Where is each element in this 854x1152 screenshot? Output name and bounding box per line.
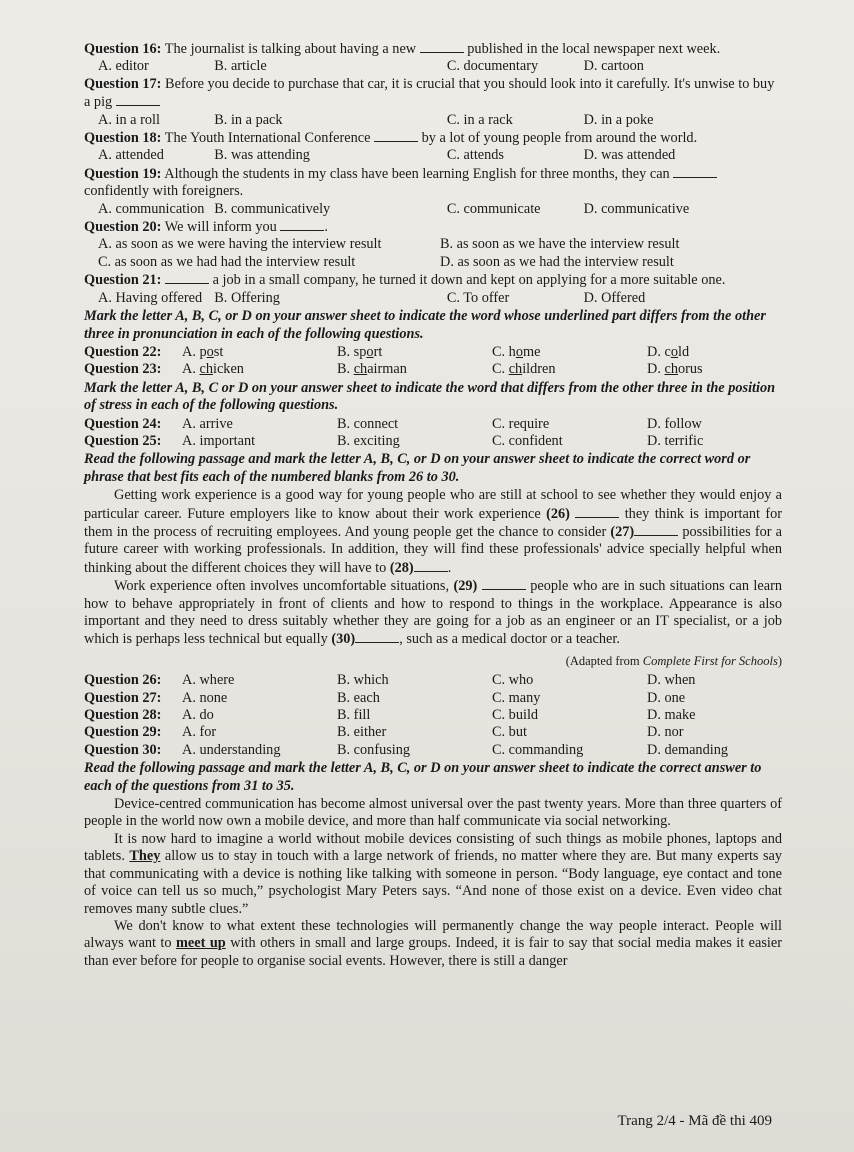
question-30 xyxy=(84,742,782,759)
option-a: A. editor xyxy=(98,58,149,75)
option-b: B. either xyxy=(337,724,387,741)
question-label: Question 20: xyxy=(84,219,162,236)
option-d: D. demanding xyxy=(647,741,728,758)
instruction-pronunciation: Mark the letter A, B, C, or D on your answer sheet to indicate the word whose underlined part differs from the other three in pronunciation in each of the following questions. xyxy=(84,308,766,342)
answer-blank xyxy=(355,630,399,643)
question-label: Question 21: xyxy=(84,272,162,289)
option-b: B. which xyxy=(337,672,389,689)
question-label: Question 18: xyxy=(84,130,162,147)
option-c xyxy=(492,344,647,361)
passage-text: possibilities for a future career with working professionals. In addition, they will find these professionals' advice specially helpful when thinking about the different choices they will have to xyxy=(84,523,782,576)
question-label: Question 22: xyxy=(84,343,162,360)
passage-text: . xyxy=(447,559,452,576)
option-c: C. documentary xyxy=(446,58,539,75)
question-23 xyxy=(84,361,782,378)
option-b: B. each xyxy=(337,689,380,706)
answer-blank xyxy=(414,559,448,572)
passage-text: with others in small and large groups. Indeed, it is fair to say that social media makes it easier than ever before for people to organise social events. However, there is still a danger xyxy=(84,935,782,969)
question-label: Question 30: xyxy=(84,741,162,758)
option-d: D. terrific xyxy=(647,432,704,449)
option-text: C. xyxy=(492,361,509,378)
answer-blank xyxy=(575,505,619,518)
option-b xyxy=(337,361,492,378)
option-b: B. in a pack xyxy=(214,111,283,128)
option-c: C. but xyxy=(492,724,527,741)
option-text: B. sp xyxy=(337,343,367,360)
question-stem: We will inform you xyxy=(164,219,277,236)
question-26 xyxy=(84,672,782,689)
instruction-stress: Mark the letter A, B, C or D on your answer sheet to indicate the word that differs from the other three in the position of stress in each of the following questions. xyxy=(84,379,776,414)
option-text: C. h xyxy=(492,343,516,360)
source-text: (Adapted from xyxy=(565,653,643,668)
option-d xyxy=(647,361,767,378)
passage-text: Work experience often involves uncomfortable situations, xyxy=(114,578,450,595)
passage-text: allow us to stay in touch with a large network of friends, no matter where they are. But many experts say that communicating with a device is nothing like talking with someone in person. “Body language, eye contact and tone of voice can tell us so much,” psychologist Mary Peters says. “And none of those exist on a device. Even video chat removes many subtle clues.” xyxy=(84,848,783,917)
option-b: B. fill xyxy=(337,707,371,724)
blank-number: (27) xyxy=(610,523,635,540)
underlined-part: o xyxy=(670,343,678,360)
option-b: B. Offering xyxy=(214,289,280,306)
option-d: D. when xyxy=(647,672,696,689)
option-d: D. follow xyxy=(647,415,702,432)
passage-text: It is now hard to imagine a world without mobile devices consisting of such things as mobile phones, laptops and tablets. xyxy=(84,830,782,865)
option-a xyxy=(182,361,337,378)
options-row xyxy=(84,201,782,218)
passage-2-paragraph-2 xyxy=(84,831,782,918)
options-row xyxy=(84,236,782,271)
option-text: me xyxy=(523,343,541,360)
question-28 xyxy=(84,707,782,724)
option-d: D. was attended xyxy=(583,147,676,164)
passage-2-paragraph-3 xyxy=(84,918,782,970)
option-a: A. where xyxy=(182,672,235,689)
answer-blank xyxy=(673,165,717,178)
option-c: C. communicate xyxy=(446,200,541,217)
question-stem: published in the local newspaper next week. xyxy=(467,41,721,57)
options-row xyxy=(84,147,782,164)
option-text: ld xyxy=(677,343,690,360)
option-c: C. many xyxy=(492,689,541,706)
passage-text: We don't know to what extent these technologies will permanently change the way people interact. People will always want to xyxy=(84,917,782,952)
underlined-word: They xyxy=(129,848,161,865)
option-text: B. xyxy=(337,361,354,378)
underlined-part: ch xyxy=(199,361,213,378)
question-stem: Although the students in my class have been learning English for three months, they can xyxy=(164,165,670,182)
question-16 xyxy=(84,40,782,76)
option-c: C. build xyxy=(492,707,539,724)
question-25 xyxy=(84,433,782,450)
option-c: C. To offer xyxy=(446,289,510,306)
option-b: B. exciting xyxy=(337,432,400,449)
option-text: ildren xyxy=(522,361,556,378)
question-label: Question 19: xyxy=(84,165,162,182)
option-a: A. in a roll xyxy=(98,111,160,128)
question-label: Question 29: xyxy=(84,724,162,741)
underlined-word: meet up xyxy=(176,935,226,952)
instruction-passage-1: Read the following passage and mark the letter A, B, C, or D on your answer sheet to indicate the correct word or phrase that best fits each of the numbered blanks from 26 to 30. xyxy=(84,451,751,485)
option-a: A. attended xyxy=(98,147,164,164)
option-text: D. c xyxy=(647,343,671,360)
answer-blank xyxy=(482,577,526,590)
question-label: Question 17: xyxy=(84,75,162,92)
underlined-part: ch xyxy=(508,361,523,378)
option-a: A. as soon as we were having the interview result xyxy=(98,236,382,253)
option-text: icken xyxy=(212,361,244,378)
question-label: Question 28: xyxy=(84,707,162,724)
question-stem: Before you decide to purchase that car, it is crucial that you should look into it carefully. It's unwise to buy a pig xyxy=(84,75,775,111)
passage-1-paragraph-1 xyxy=(84,487,782,577)
question-21 xyxy=(84,271,782,307)
question-label: Question 23: xyxy=(84,361,162,378)
option-c: C. commanding xyxy=(492,741,584,758)
option-b: B. as soon as we have the interview result xyxy=(440,236,680,253)
option-a: A. arrive xyxy=(182,415,233,432)
option-d: D. make xyxy=(647,707,696,724)
question-19 xyxy=(84,165,782,218)
underlined-part: o xyxy=(206,343,214,360)
blank-number: (30) xyxy=(331,631,356,648)
passage-text: Getting work experience is a good way for young people who are still at school to see whether they would enjoy a particular career. Future employers like to know about their work experience xyxy=(84,487,782,522)
question-stem: The Youth International Conference xyxy=(164,130,371,147)
passage-text: , such as a medical doctor or a teacher. xyxy=(399,631,620,648)
option-d: D. in a poke xyxy=(583,111,654,128)
question-label: Question 16: xyxy=(84,41,162,57)
question-stem: . xyxy=(324,219,328,236)
option-a: A. none xyxy=(182,689,228,706)
instruction-passage-2: Read the following passage and mark the letter A, B, C, or D on your answer sheet to indicate the correct answer to each of the questions from 31 to 35. xyxy=(84,760,762,794)
blank-number: (28) xyxy=(389,559,414,576)
passage-2-paragraph-1: Device-centred communication has become almost universal over the past twenty years. More than three quarters of people in the world now own a mobile device, and more than half communicate via social networking. xyxy=(84,796,782,830)
option-b: B. was attending xyxy=(214,147,310,164)
option-text: rt xyxy=(373,343,383,360)
option-text: st xyxy=(213,343,224,360)
option-d: D. communicative xyxy=(583,200,690,217)
option-text: D. xyxy=(647,361,665,378)
answer-blank xyxy=(374,129,418,142)
option-c: C. attends xyxy=(446,147,504,164)
option-b: B. connect xyxy=(337,415,399,432)
option-c: C. who xyxy=(492,672,534,689)
option-text: orus xyxy=(677,361,703,378)
question-24 xyxy=(84,416,782,433)
option-a: A. important xyxy=(182,432,256,449)
answer-blank xyxy=(420,40,464,53)
question-stem: confidently with foreigners. xyxy=(84,183,244,200)
question-22 xyxy=(84,344,782,361)
source-title: Complete First for Schools xyxy=(642,653,778,668)
option-c: C. confident xyxy=(492,432,563,449)
underlined-part: o xyxy=(515,343,523,360)
option-d: D. Offered xyxy=(583,289,646,306)
option-a: A. communication xyxy=(98,200,205,217)
option-text: airman xyxy=(367,361,407,378)
blank-number: (29) xyxy=(453,578,478,595)
underlined-part: ch xyxy=(664,361,678,378)
question-18 xyxy=(84,129,782,165)
option-d xyxy=(647,344,767,361)
answer-blank xyxy=(116,93,160,106)
options-row xyxy=(84,58,782,75)
option-c: C. in a rack xyxy=(446,111,513,128)
passage-text: they think is important for them in the process of recruiting employees. And young people get the chance to consider xyxy=(84,505,783,540)
answer-blank xyxy=(165,271,209,284)
option-b xyxy=(337,344,492,361)
question-stem: a job in a small company, he turned it down and kept on applying for a more suitable one. xyxy=(212,272,726,289)
answer-blank xyxy=(280,218,324,231)
option-c: C. require xyxy=(492,415,550,432)
option-a xyxy=(182,344,337,361)
option-c: C. as soon as we had had the interview result xyxy=(98,253,356,270)
option-b: B. article xyxy=(214,58,267,75)
option-a: A. understanding xyxy=(182,741,281,758)
option-text: A. xyxy=(182,361,200,378)
option-d: D. nor xyxy=(647,724,684,741)
source-text: ) xyxy=(777,653,782,668)
blank-number: (26) xyxy=(546,505,570,522)
answer-blank xyxy=(634,523,678,536)
option-b: B. communicatively xyxy=(214,200,331,217)
option-a: A. do xyxy=(182,707,214,724)
question-label: Question 26: xyxy=(84,672,162,689)
option-d: D. as soon as we had the interview result xyxy=(440,253,674,270)
passage-1-paragraph-2 xyxy=(84,577,782,649)
option-d: D. one xyxy=(647,689,686,706)
question-stem: by a lot of young people from around the world. xyxy=(421,130,698,147)
question-17 xyxy=(84,76,782,129)
options-row xyxy=(84,290,782,307)
question-label: Question 25: xyxy=(84,432,162,449)
option-c xyxy=(492,361,647,378)
option-b: B. confusing xyxy=(337,741,411,758)
option-a: A. for xyxy=(182,724,217,741)
page-footer: Trang 2/4 - Mã đề thi 409 xyxy=(617,1113,772,1129)
underlined-part: ch xyxy=(353,361,368,378)
underlined-part: o xyxy=(366,343,374,360)
question-label: Question 27: xyxy=(84,689,162,706)
question-27 xyxy=(84,690,782,707)
option-d: D. cartoon xyxy=(583,58,644,75)
option-text: A. p xyxy=(182,343,207,360)
options-row xyxy=(84,112,782,129)
passage-text: people who are in such situations can learn how to behave appropriately in front of clients and how to respond to things in the workplace. Appearance is also important and they need to dress suitably whether they are going for a job as an engineer or an IT specialist, or a job which is perhaps less technical but equally xyxy=(84,578,782,648)
source-citation xyxy=(84,653,782,670)
question-stem: The journalist is talking about having a new xyxy=(164,41,417,57)
question-29 xyxy=(84,724,782,741)
question-20 xyxy=(84,218,782,271)
option-a: A. Having offered xyxy=(98,289,203,306)
question-label: Question 24: xyxy=(84,415,162,432)
